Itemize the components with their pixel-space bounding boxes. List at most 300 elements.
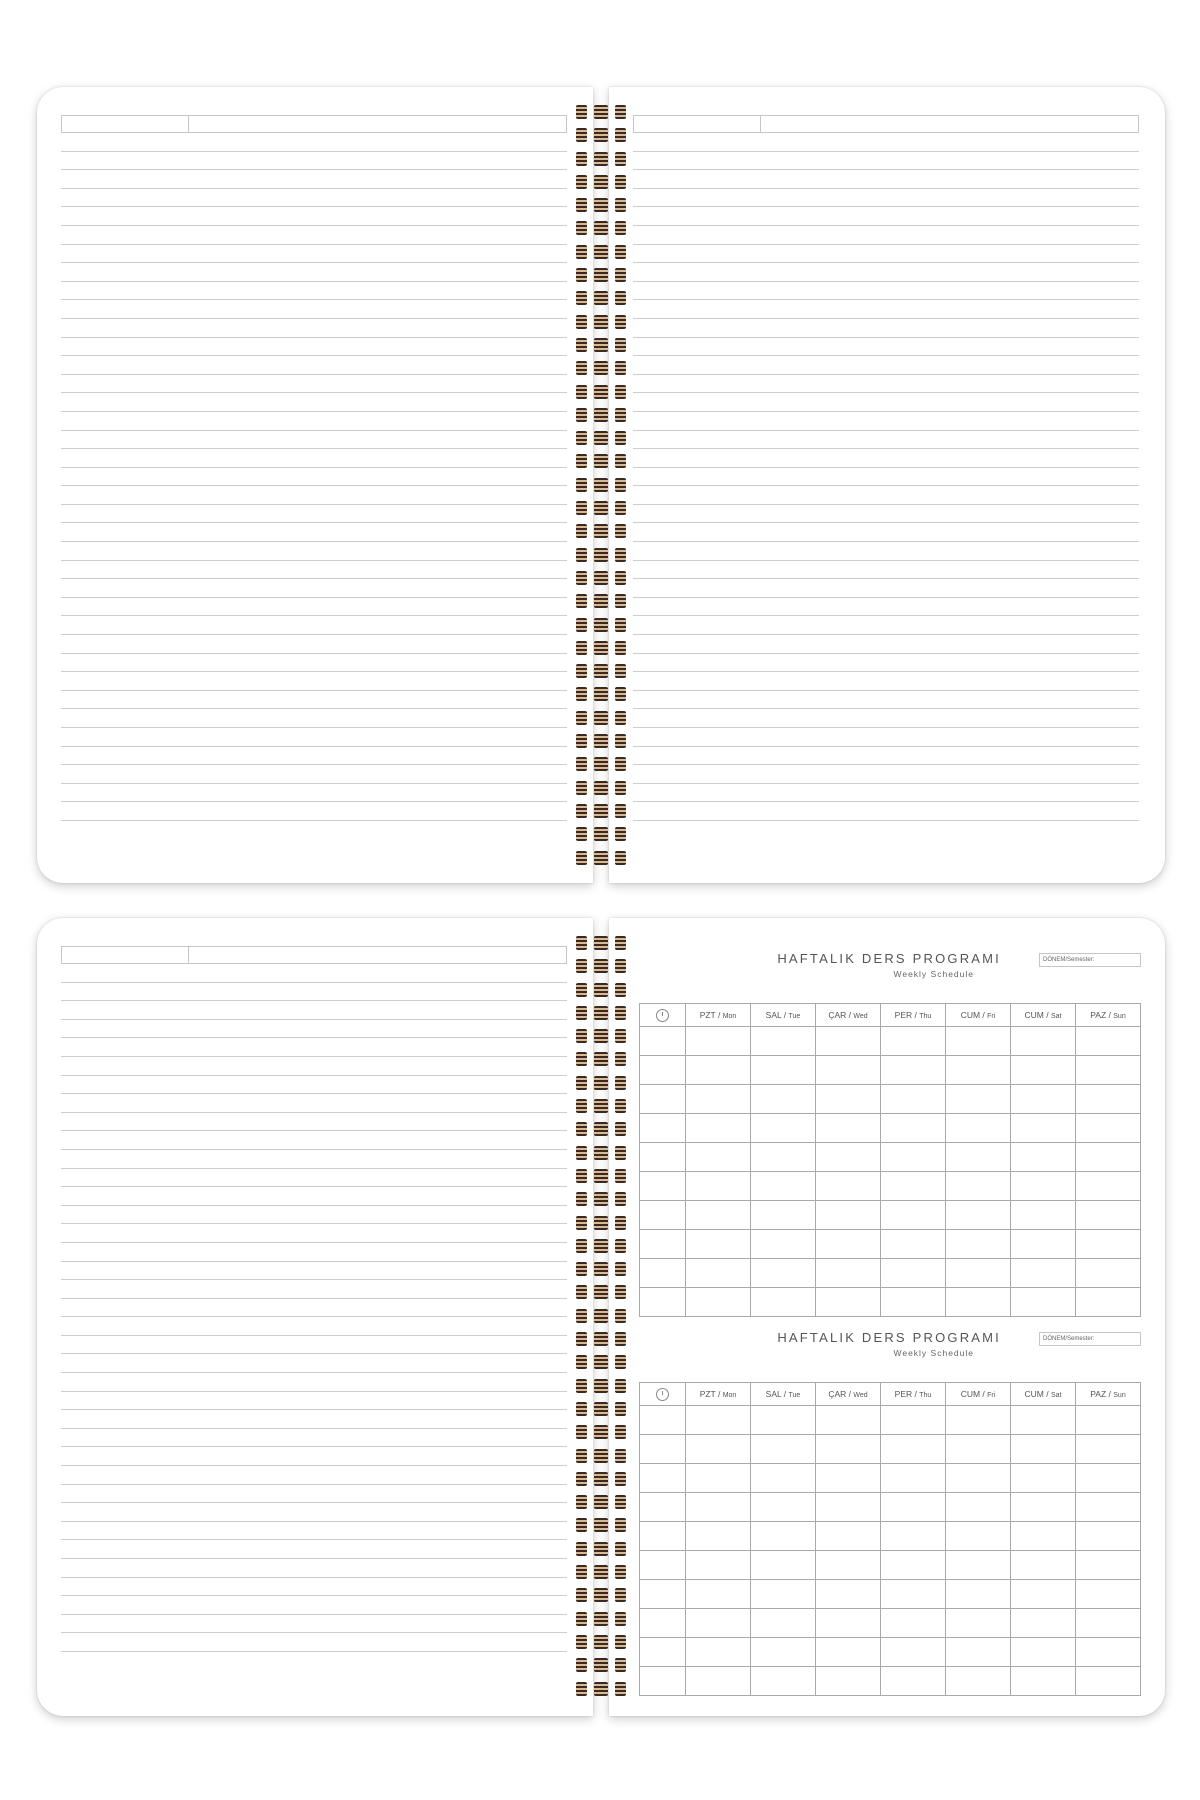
spiral-wire (594, 734, 608, 748)
schedule-cell[interactable] (1076, 1551, 1141, 1580)
spiral-wire (594, 571, 608, 585)
ruled-line (61, 1056, 567, 1057)
ruled-line (61, 1428, 567, 1429)
schedule-cell[interactable] (946, 1259, 1011, 1288)
time-cell[interactable] (640, 1638, 686, 1667)
schedule-cell[interactable] (946, 1551, 1011, 1580)
schedule-cell[interactable] (1076, 1580, 1141, 1609)
schedule-cell[interactable] (751, 1667, 816, 1696)
spiral-wire (594, 711, 608, 725)
schedule-cell[interactable] (1076, 1143, 1141, 1172)
day-separator: / (715, 1389, 723, 1399)
ruled-line (633, 727, 1139, 728)
ruled-line (633, 560, 1139, 561)
spiral-wire (594, 1588, 608, 1602)
schedule-cell[interactable] (946, 1172, 1011, 1201)
schedule-cell[interactable] (881, 1114, 946, 1143)
ruled-line (61, 634, 567, 635)
schedule-title: HAFTALIK DERS PROGRAMI (777, 951, 1001, 966)
spiral-ring (576, 1262, 626, 1276)
schedule-cell[interactable] (1076, 1493, 1141, 1522)
ruled-line (61, 1391, 567, 1392)
spiral-wire (594, 618, 608, 632)
spiral-wire (576, 757, 587, 771)
day-name-en: Thu (919, 1013, 932, 1020)
spiral-wire (615, 385, 626, 399)
table-row (640, 1288, 1141, 1317)
schedule-cell[interactable] (1011, 1580, 1076, 1609)
schedule-cell[interactable] (946, 1288, 1011, 1317)
ruled-line (61, 1000, 567, 1001)
spiral-ring (576, 245, 626, 259)
spiral-wire (576, 781, 587, 795)
schedule-cell[interactable] (946, 1230, 1011, 1259)
schedule-cell[interactable] (1076, 1406, 1141, 1435)
spiral-wire (594, 1355, 608, 1369)
ruled-line (633, 522, 1139, 523)
schedule-cell[interactable] (751, 1172, 816, 1201)
schedule-cell[interactable] (1076, 1114, 1141, 1143)
schedule-cell[interactable] (881, 1288, 946, 1317)
schedule-cell[interactable] (751, 1522, 816, 1551)
day-column-header (751, 1004, 816, 1027)
ruled-line (61, 1539, 567, 1540)
spiral-wire (576, 1076, 587, 1090)
schedule-cell[interactable] (1076, 1638, 1141, 1667)
time-cell[interactable] (640, 1464, 686, 1493)
schedule-cell[interactable] (881, 1027, 946, 1056)
schedule-cell[interactable] (1076, 1435, 1141, 1464)
schedule-cell[interactable] (881, 1551, 946, 1580)
spiral-wire (576, 1449, 587, 1463)
schedule-cell[interactable] (686, 1406, 751, 1435)
schedule-cell[interactable] (1076, 1667, 1141, 1696)
schedule-cell[interactable] (816, 1522, 881, 1551)
spiral-wire (615, 1518, 626, 1532)
schedule-cell[interactable] (751, 1580, 816, 1609)
schedule-cell[interactable] (946, 1609, 1011, 1638)
spiral-ring (576, 1612, 626, 1626)
day-separator: / (912, 1010, 920, 1020)
schedule-cell[interactable] (946, 1667, 1011, 1696)
ruled-line (61, 653, 567, 654)
ruled-line (633, 783, 1139, 784)
schedule-cell[interactable] (686, 1464, 751, 1493)
schedule-cell[interactable] (686, 1085, 751, 1114)
day-separator: / (1043, 1389, 1051, 1399)
schedule-cell[interactable] (816, 1085, 881, 1114)
schedule-cell[interactable] (1076, 1464, 1141, 1493)
schedule-cell[interactable] (881, 1259, 946, 1288)
spiral-ring (576, 711, 626, 725)
spiral-wire (576, 1542, 587, 1556)
schedule-cell[interactable] (881, 1085, 946, 1114)
schedule-cell[interactable] (1011, 1435, 1076, 1464)
time-cell[interactable] (640, 1172, 686, 1201)
schedule-cell[interactable] (816, 1580, 881, 1609)
time-cell[interactable] (640, 1259, 686, 1288)
schedule-cell[interactable] (751, 1551, 816, 1580)
schedule-cell[interactable] (1076, 1201, 1141, 1230)
weekly-schedule (639, 951, 1141, 1317)
schedule-cell[interactable] (686, 1493, 751, 1522)
schedule-cell[interactable] (881, 1493, 946, 1522)
time-cell[interactable] (640, 1522, 686, 1551)
schedule-cell[interactable] (881, 1406, 946, 1435)
schedule-cell[interactable] (1011, 1143, 1076, 1172)
schedule-cell[interactable] (1076, 1230, 1141, 1259)
spiral-wire (594, 245, 608, 259)
time-cell[interactable] (640, 1027, 686, 1056)
schedule-cell[interactable] (751, 1435, 816, 1464)
ruled-line (633, 392, 1139, 393)
spiral-ring (576, 128, 626, 142)
time-cell[interactable] (640, 1580, 686, 1609)
schedule-cell[interactable] (751, 1027, 816, 1056)
schedule-cell[interactable] (816, 1056, 881, 1085)
schedule-cell[interactable] (946, 1580, 1011, 1609)
spiral-ring (576, 524, 626, 538)
schedule-cell[interactable] (881, 1580, 946, 1609)
schedule-cell[interactable] (816, 1027, 881, 1056)
schedule-cell[interactable] (686, 1435, 751, 1464)
spiral-wire (594, 1216, 608, 1230)
time-cell[interactable] (640, 1230, 686, 1259)
semester-field[interactable]: DÖNEM/Semester: (1039, 953, 1141, 967)
schedule-cell[interactable] (751, 1259, 816, 1288)
semester-field[interactable]: DÖNEM/Semester: (1039, 1332, 1141, 1346)
schedule-cell[interactable] (751, 1114, 816, 1143)
spiral-wire (615, 408, 626, 422)
ruled-line (61, 1093, 567, 1094)
spiral-wire (594, 268, 608, 282)
spiral-wire (615, 315, 626, 329)
spiral-wire (594, 1449, 608, 1463)
spiral-wire (615, 245, 626, 259)
schedule-cell[interactable] (1011, 1551, 1076, 1580)
spiral-ring (576, 1402, 626, 1416)
spiral-wire (576, 851, 587, 865)
spiral-ring (576, 1472, 626, 1486)
day-name-tr: PZT (699, 1389, 716, 1399)
schedule-cell[interactable] (816, 1435, 881, 1464)
schedule-cell[interactable] (946, 1056, 1011, 1085)
schedule-cell[interactable] (946, 1638, 1011, 1667)
schedule-cell[interactable] (946, 1114, 1011, 1143)
time-cell[interactable] (640, 1085, 686, 1114)
day-name-en: Wed (853, 1013, 868, 1020)
schedule-cell[interactable] (1076, 1522, 1141, 1551)
spiral-ring (576, 1565, 626, 1579)
schedule-cell[interactable] (1076, 1288, 1141, 1317)
schedule-cell[interactable] (1076, 1172, 1141, 1201)
schedule-cell[interactable] (1076, 1056, 1141, 1085)
spiral-ring (576, 827, 626, 841)
spiral-wire (594, 687, 608, 701)
table-row (640, 1435, 1141, 1464)
spiral-wire (615, 1542, 626, 1556)
day-separator: / (980, 1389, 988, 1399)
schedule-cell[interactable] (686, 1056, 751, 1085)
schedule-cell[interactable] (816, 1406, 881, 1435)
spiral-wire (615, 152, 626, 166)
schedule-cell[interactable] (686, 1580, 751, 1609)
schedule-title: HAFTALIK DERS PROGRAMI (777, 1330, 1001, 1345)
spiral-wire (615, 571, 626, 585)
ruled-line (61, 522, 567, 523)
schedule-cell[interactable] (816, 1172, 881, 1201)
spiral-wire (615, 1635, 626, 1649)
schedule-cell[interactable] (946, 1201, 1011, 1230)
spiral-wire (576, 1099, 587, 1113)
schedule-cell[interactable] (816, 1114, 881, 1143)
schedule-cell[interactable] (816, 1493, 881, 1522)
time-cell[interactable] (640, 1493, 686, 1522)
schedule-cell[interactable] (1076, 1085, 1141, 1114)
schedule-cell[interactable] (1011, 1056, 1076, 1085)
time-cell[interactable] (640, 1406, 686, 1435)
schedule-cell[interactable] (881, 1435, 946, 1464)
schedule-cell[interactable] (816, 1464, 881, 1493)
spiral-wire (594, 1146, 608, 1160)
schedule-cell[interactable] (881, 1201, 946, 1230)
time-cell[interactable] (640, 1609, 686, 1638)
spiral-wire (594, 1542, 608, 1556)
schedule-cell[interactable] (686, 1667, 751, 1696)
schedule-cell[interactable] (816, 1609, 881, 1638)
day-name-tr: SAL (765, 1389, 782, 1399)
schedule-cell[interactable] (816, 1638, 881, 1667)
time-cell[interactable] (640, 1667, 686, 1696)
schedule-cell[interactable] (686, 1114, 751, 1143)
schedule-cell[interactable] (1011, 1493, 1076, 1522)
schedule-cell[interactable] (881, 1609, 946, 1638)
spiral-ring (576, 804, 626, 818)
schedule-cell[interactable] (1011, 1667, 1076, 1696)
time-cell[interactable] (640, 1143, 686, 1172)
schedule-cell[interactable] (946, 1027, 1011, 1056)
ruled-line (61, 1353, 567, 1354)
spiral-wire (576, 221, 587, 235)
schedule-cell[interactable] (686, 1638, 751, 1667)
ruled-line (61, 820, 567, 821)
schedule-cell[interactable] (1011, 1230, 1076, 1259)
schedule-header (639, 951, 1141, 989)
spiral-wire (615, 1006, 626, 1020)
spiral-wire (594, 1682, 608, 1696)
schedule-cell[interactable] (751, 1406, 816, 1435)
schedule-cell[interactable] (816, 1667, 881, 1696)
schedule-cell[interactable] (1076, 1259, 1141, 1288)
spiral-wire (576, 571, 587, 585)
spiral-wire (576, 959, 587, 973)
schedule-cell[interactable] (881, 1464, 946, 1493)
schedule-cell[interactable] (751, 1085, 816, 1114)
day-name-tr: CUM (960, 1010, 981, 1020)
time-cell[interactable] (640, 1551, 686, 1580)
schedule-cell[interactable] (686, 1522, 751, 1551)
schedule-cell[interactable] (946, 1406, 1011, 1435)
schedule-cell[interactable] (686, 1230, 751, 1259)
day-column-header (881, 1383, 946, 1406)
day-name-tr: SAL (765, 1010, 782, 1020)
spiral-wire (594, 152, 608, 166)
schedule-cell[interactable] (751, 1201, 816, 1230)
spiral-wire (576, 1355, 587, 1369)
schedule-cell[interactable] (881, 1522, 946, 1551)
spiral-wire (615, 198, 626, 212)
day-column-header (686, 1004, 751, 1027)
ruled-line (61, 1298, 567, 1299)
ruled-line (61, 1279, 567, 1280)
spiral-wire (576, 1565, 587, 1579)
time-cell[interactable] (640, 1201, 686, 1230)
schedule-cell[interactable] (686, 1259, 751, 1288)
schedule-cell[interactable] (686, 1551, 751, 1580)
time-cell[interactable] (640, 1435, 686, 1464)
spiral-wire (615, 1332, 626, 1346)
spiral-wire (615, 1588, 626, 1602)
schedule-cell[interactable] (816, 1230, 881, 1259)
spiral-wire (615, 1309, 626, 1323)
schedule-cell[interactable] (1011, 1464, 1076, 1493)
schedule-cell[interactable] (946, 1493, 1011, 1522)
schedule-cell[interactable] (751, 1464, 816, 1493)
schedule-cell[interactable] (686, 1143, 751, 1172)
time-cell[interactable] (640, 1056, 686, 1085)
day-separator: / (846, 1010, 854, 1020)
schedule-cell[interactable] (751, 1638, 816, 1667)
spiral-ring (576, 501, 626, 515)
schedule-cell[interactable] (1011, 1027, 1076, 1056)
schedule-cell[interactable] (1011, 1085, 1076, 1114)
day-separator: / (1043, 1010, 1051, 1020)
spiral-wire (615, 431, 626, 445)
schedule-cell[interactable] (816, 1201, 881, 1230)
ruled-line (61, 151, 567, 152)
schedule-cell[interactable] (686, 1288, 751, 1317)
spiral-ring (576, 1285, 626, 1299)
schedule-cell[interactable] (686, 1609, 751, 1638)
schedule-cell[interactable] (751, 1143, 816, 1172)
lined-page-top-right (609, 87, 1165, 883)
ruled-line (61, 1149, 567, 1150)
schedule-cell[interactable] (816, 1259, 881, 1288)
spiral-wire (615, 175, 626, 189)
spiral-wire (576, 804, 587, 818)
spiral-ring (576, 1216, 626, 1230)
spiral-wire (576, 664, 587, 678)
schedule-cell[interactable] (946, 1085, 1011, 1114)
schedule-cell[interactable] (946, 1464, 1011, 1493)
schedule-cell[interactable] (1011, 1638, 1076, 1667)
spiral-wire (615, 757, 626, 771)
spiral-wire (576, 1262, 587, 1276)
schedule-cell[interactable] (1076, 1027, 1141, 1056)
spiral-ring (576, 1542, 626, 1556)
schedule-cell[interactable] (751, 1288, 816, 1317)
schedule-cell[interactable] (816, 1288, 881, 1317)
time-cell[interactable] (640, 1114, 686, 1143)
spiral-wire (615, 1076, 626, 1090)
schedule-cell[interactable] (881, 1172, 946, 1201)
spiral-wire (594, 851, 608, 865)
spiral-wire (615, 618, 626, 632)
schedule-cell[interactable] (946, 1435, 1011, 1464)
schedule-cell[interactable] (881, 1667, 946, 1696)
schedule-cell[interactable] (686, 1027, 751, 1056)
schedule-cell[interactable] (1011, 1201, 1076, 1230)
ruled-line (61, 355, 567, 356)
spiral-wire (615, 711, 626, 725)
schedule-cell[interactable] (881, 1056, 946, 1085)
schedule-cell[interactable] (686, 1201, 751, 1230)
spiral-wire (576, 175, 587, 189)
spiral-wire (576, 454, 587, 468)
spiral-wire (594, 1285, 608, 1299)
schedule-cell[interactable] (1011, 1406, 1076, 1435)
ruled-line (61, 1577, 567, 1578)
spiral-ring (576, 641, 626, 655)
day-name-en: Mon (722, 1392, 737, 1399)
spiral-wire (594, 221, 608, 235)
spiral-wire (576, 385, 587, 399)
day-name-tr: PER (894, 1389, 913, 1399)
spiral-wire (615, 1216, 626, 1230)
notebook-spread-top (37, 87, 1165, 883)
schedule-cell[interactable] (881, 1638, 946, 1667)
schedule-cell[interactable] (751, 1056, 816, 1085)
spiral-wire (594, 1029, 608, 1043)
schedule-cell[interactable] (1011, 1288, 1076, 1317)
ruled-line (633, 225, 1139, 226)
schedule-cell[interactable] (686, 1172, 751, 1201)
ruled-line (633, 337, 1139, 338)
day-name-tr: PZT (699, 1010, 716, 1020)
schedule-cell[interactable] (1011, 1259, 1076, 1288)
schedule-cell[interactable] (751, 1230, 816, 1259)
schedule-cell[interactable] (946, 1143, 1011, 1172)
schedule-cell[interactable] (816, 1143, 881, 1172)
schedule-cell[interactable] (1011, 1172, 1076, 1201)
time-column-header (640, 1004, 686, 1027)
schedule-grid (639, 1382, 1141, 1696)
schedule-cell[interactable] (751, 1609, 816, 1638)
spiral-wire (594, 1192, 608, 1206)
time-cell[interactable] (640, 1288, 686, 1317)
schedule-cell[interactable] (816, 1551, 881, 1580)
schedule-cell[interactable] (751, 1493, 816, 1522)
ruled-line (61, 1335, 567, 1336)
spiral-wire (576, 1052, 587, 1066)
spiral-wire (576, 1239, 587, 1253)
spiral-wire (594, 641, 608, 655)
spiral-wire (615, 781, 626, 795)
schedule-cell[interactable] (1076, 1609, 1141, 1638)
schedule-cell[interactable] (881, 1230, 946, 1259)
schedule-cell[interactable] (881, 1143, 946, 1172)
table-row (640, 1143, 1141, 1172)
schedule-cell[interactable] (946, 1522, 1011, 1551)
table-row (640, 1609, 1141, 1638)
ruled-line (61, 578, 567, 579)
schedule-cell[interactable] (1011, 1522, 1076, 1551)
spiral-ring (576, 1146, 626, 1160)
spiral-wire (594, 431, 608, 445)
day-name-en: Sun (1113, 1013, 1126, 1020)
schedule-cell[interactable] (1011, 1114, 1076, 1143)
schedule-cell[interactable] (1011, 1609, 1076, 1638)
